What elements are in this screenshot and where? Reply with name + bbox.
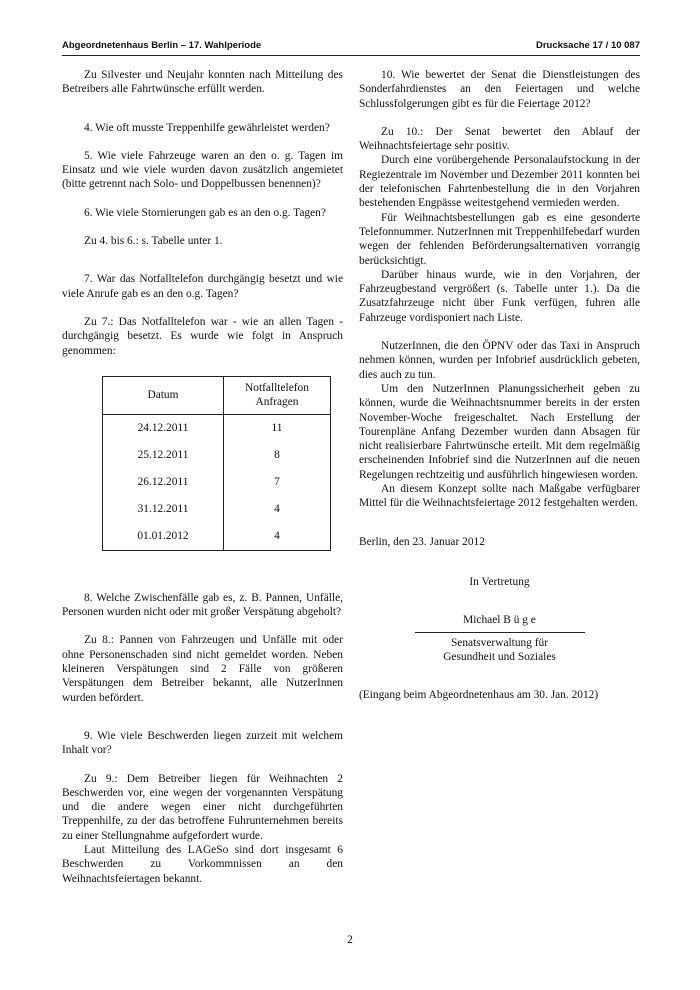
page-number: 2	[347, 934, 353, 946]
answer-8: Zu 8.: Pannen von Fahrzeugen und Unfälle mit oder ohne Personenschaden sind nicht gemeldet worden. Neben kleineren Verspätungen sind 2 Fälle von größeren Verspätungen dem Betreiber bekannt, alle NutzerInnen wurden befördert.	[62, 634, 343, 704]
question-6: 6. Wie viele Stornierungen gab es an den o.g. Tagen?	[84, 206, 326, 219]
answer-9: Zu 9.: Dem Betreiber liegen für Weihnachten 2 Beschwerden vor, eine wegen der vorgenannten Verspätung und die andere wegen einer nicht durchgeführten Treppenhilfe, zu der das betroffene Fuhrunternehmen bereits zu einer Stellungnahme aufgefordert wurde.	[62, 772, 343, 842]
answer-9-continued: Laut Mitteilung des LAGeSo sind dort insgesamt 6 Beschwerden zu Vorkommnissen an den Weihnachtsfeiertagen bekannt.	[62, 844, 343, 885]
page-header	[62, 40, 640, 54]
header-parliament: Abgeordnetenhaus Berlin – 17. Wahlperiode	[62, 40, 262, 51]
cell-calls: 8	[274, 449, 280, 462]
question-8: 8. Welche Zwischenfälle gab es, z. B. Pannen, Unfälle, Personen wurden nicht oder mit großer Verspätung abgeholt?	[62, 591, 343, 619]
cell-calls: 11	[271, 422, 283, 435]
in-vertretung: In Vertretung	[469, 575, 530, 588]
cell-date: 01.01.2012	[103, 523, 224, 551]
date-line: Berlin, den 23. Januar 2012	[359, 535, 485, 548]
paragraph-public-transport: NutzerInnen, die den ÖPNV oder das Taxi in Anspruch nehmen können, wurden per Infobrief ausdrücklich gebeten, dies auch zu tun.	[359, 340, 640, 381]
paragraph-staffing: Durch eine vorübergehende Personalaufstockung in der Regiezentrale im November und Dezember 2011 konnten bei der telefonischen Fahrtenbestellung die in den Vorjahren bestehenden Engpässe weitestgehend vermieden werden.	[359, 154, 640, 210]
cell-calls: 7	[274, 476, 280, 489]
agency-line-1: Senatsverwaltung für	[450, 636, 549, 649]
paragraph-concept: An diesem Konzept sollte nach Maßgabe verfügbarer Mittel für die Weihnachtsfeiertage 2012 festgehalten werden.	[359, 483, 640, 510]
answer-10: Zu 10.: Der Senat bewertet den Ablauf der Weihnachtsfeiertage sehr positiv.	[359, 125, 640, 153]
question-10: 10. Wie bewertet der Senat die Dienstleistungen des Sonderfahrdienstes an den Feiertagen und welche Schlussfolgerungen gibt es für die Feiertage 2012?	[359, 69, 640, 110]
table-row	[103, 442, 331, 469]
signature-line	[415, 632, 585, 633]
paragraph-silvester: Zu Silvester und Neujahr konnten nach Mitteilung des Betreibers alle Fahrtwünsche erfüllt werden.	[62, 69, 343, 96]
table-row	[103, 469, 331, 496]
paragraph-fleet: Darüber hinaus wurde, wie in den Vorjahren, der Fahrzeugbestand vergrößert (s. Tabelle unter 1.). Da die Zusatzfahrzeuge nicht über Funk verfügen, fuhren alle Fahrzeuge vordisponiert nach Liste.	[359, 268, 640, 324]
paragraph-planning: Um den NutzerInnen Planungssicherheit geben zu können, wurde die Weihnachtsnummer bereits in der ersten November-Woche freigeschaltet. Nach Erstellung der Tourenpläne Anfang Dezember wurden dann Absagen für nicht realisierbare Fahrtwünsche erteilt. Mit dem regelmäßig erscheinenden Infobrief sind die NutzerInnen auf die neuen Regelungen rechtzeitig und ausführlich hingewiesen worden.	[359, 382, 640, 481]
cell-date: 31.12.2011	[103, 496, 224, 523]
cell-date: 25.12.2011	[103, 442, 224, 469]
table-row	[103, 496, 331, 523]
question-4: 4. Wie oft musste Treppenhilfe gewährleistet werden?	[84, 121, 330, 134]
answer-4-6: Zu 4. bis 6.: s. Tabelle unter 1.	[84, 235, 223, 248]
agency-line-2: Gesundheit und Soziales	[443, 650, 556, 663]
left-column	[62, 68, 343, 886]
answer-7: Zu 7.: Das Notfalltelefon war - wie an allen Tagen - durchgängig besetzt. Es wurde wie folgt in Anspruch genommen:	[62, 315, 343, 357]
receipt-note: (Eingang beim Abgeordnetenhaus am 30. Jan. 2012)	[359, 689, 599, 702]
table-row	[103, 414, 331, 442]
emergency-phone-table	[102, 376, 331, 551]
header-divider	[62, 55, 640, 56]
cell-date: 24.12.2011	[103, 414, 224, 442]
cell-calls: 4	[274, 503, 280, 516]
table-header-row	[103, 376, 331, 414]
question-9: 9. Wie viele Beschwerden liegen zurzeit mit welchem Inhalt vor?	[62, 729, 343, 757]
question-7: 7. War das Notfalltelefon durchgängig besetzt und wie viele Anrufe gab es an den o.g. Tagen?	[62, 273, 343, 300]
table-row	[103, 523, 331, 551]
signer-name: Michael B ü g e	[463, 614, 536, 627]
column-header-date: Datum	[103, 376, 224, 414]
column-header-calls: Notfalltelefon Anfragen	[224, 376, 331, 414]
cell-calls: 4	[274, 530, 280, 543]
paragraph-phone-number: Für Weihnachtsbestellungen gab es eine gesonderte Telefonnummer. NutzerInnen mit Treppenhilfebedarf wurden wegen der fehlenden Beförderungsalternativen vorrangig berücksichtigt.	[359, 211, 640, 267]
question-5: 5. Wie viele Fahrzeuge waren an den o. g. Tagen im Einsatz und wie viele wurden davon zusätzlich angemietet (bitte getrennt nach Solo- und Doppelbussen benennen)?	[62, 149, 343, 191]
header-document-number: Drucksache 17 / 10 087	[535, 40, 640, 51]
right-column	[359, 68, 640, 702]
cell-date: 26.12.2011	[103, 469, 224, 496]
